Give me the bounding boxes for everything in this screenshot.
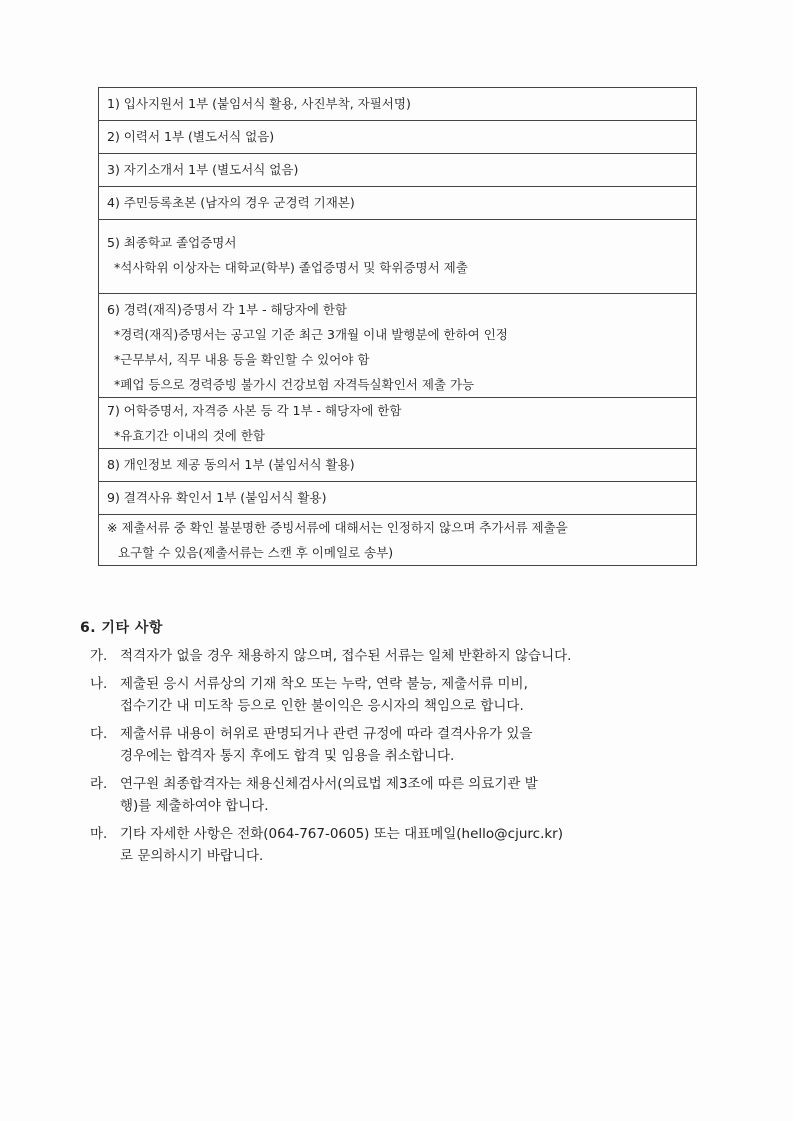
item-marker: 마.	[90, 826, 108, 842]
item-line: 로 문의하시기 바랍니다.	[120, 848, 264, 864]
table-row	[99, 482, 697, 515]
row-text: 6) 경력(재직)증명서 각 1부 - 해당자에 한함	[107, 302, 348, 317]
table-row	[99, 294, 697, 398]
item-marker: 라.	[90, 776, 108, 792]
table-row	[99, 154, 697, 187]
table-cell	[99, 154, 697, 187]
list-item	[80, 645, 720, 667]
table-cell	[99, 187, 697, 220]
table-row	[99, 121, 697, 154]
table-footnote: ※ 제출서류 중 확인 불분명한 증빙서류에 대해서는 인정하지 않으며 추가서류 제출을	[107, 520, 568, 535]
table-row	[99, 88, 697, 121]
table-row	[99, 187, 697, 220]
table-cell	[99, 398, 697, 449]
item-text	[120, 673, 720, 717]
row-text: 7) 어학증명서, 자격증 사본 등 각 1부 - 해당자에 한함	[107, 403, 402, 418]
row-text: 4) 주민등록초본 (남자의 경우 군경력 기재본)	[107, 195, 355, 210]
table-row	[99, 515, 697, 566]
item-marker: 다.	[90, 726, 108, 742]
table-footnote: 요구할 수 있음(제출서류는 스캔 후 이메일로 송부)	[118, 545, 394, 560]
item-line: 제출서류 내용이 허위로 판명되거나 관련 규정에 따라 결격사유가 있을	[120, 726, 533, 742]
list-item	[80, 673, 720, 717]
table-row	[99, 398, 697, 449]
item-line: 접수기간 내 미도착 등으로 인한 불이익은 응시자의 책임으로 합니다.	[120, 698, 524, 714]
row-text: 5) 최종학교 졸업증명서	[107, 235, 237, 250]
item-line: 경우에는 합격자 통지 후에도 합격 및 임용을 취소합니다.	[120, 748, 455, 764]
row-note: *경력(재직)증명서는 공고일 기준 최근 3개월 이내 발행분에 한하여 인정	[114, 327, 508, 342]
item-line: 제출된 응시 서류상의 기재 착오 또는 누락, 연락 불능, 제출서류 미비,	[120, 676, 528, 692]
row-note: *석사학위 이상자는 대학교(학부) 졸업증명서 및 학위증명서 제출	[114, 260, 468, 275]
item-line: 적격자가 없을 경우 채용하지 않으며, 접수된 서류는 일체 반환하지 않습니다.	[120, 648, 572, 664]
row-note: *유효기간 이내의 것에 한함	[114, 428, 265, 443]
item-marker: 가.	[90, 648, 108, 664]
row-text: 2) 이력서 1부 (별도서식 없음)	[107, 129, 275, 144]
row-note: *폐업 등으로 경력증빙 불가시 건강보험 자격득실확인서 제출 가능	[114, 377, 475, 392]
section-title: 6. 기타 사항	[80, 620, 163, 636]
row-text: 3) 자기소개서 1부 (별도서식 없음)	[107, 162, 299, 177]
row-note: *근무부서, 직무 내용 등을 확인할 수 있어야 함	[114, 352, 370, 367]
item-line: 행)를 제출하여야 합니다.	[120, 798, 269, 814]
table-row	[99, 220, 697, 294]
item-line: 연구원 최종합격자는 채용신체검사서(의료법 제3조에 따른 의료기관 발	[120, 776, 538, 792]
item-line: 기타 자세한 사항은 전화(064-767-0605) 또는 대표메일(hello@cjurc.kr)	[120, 826, 564, 842]
item-text	[120, 645, 720, 667]
list-item	[80, 723, 720, 767]
table-cell	[99, 449, 697, 482]
item-text	[120, 773, 720, 817]
item-marker: 나.	[90, 676, 108, 692]
section-other-matters	[80, 617, 720, 873]
required-documents-table	[98, 87, 697, 566]
table-cell	[99, 220, 697, 294]
table-cell	[99, 121, 697, 154]
row-text: 8) 개인정보 제공 동의서 1부 (붙임서식 활용)	[107, 457, 355, 472]
table-cell	[99, 482, 697, 515]
table-cell	[99, 294, 697, 398]
list-item	[80, 823, 720, 867]
item-text	[120, 823, 720, 867]
row-text: 9) 결격사유 확인서 1부 (붙임서식 활용)	[107, 490, 327, 505]
table-cell	[99, 88, 697, 121]
item-text	[120, 723, 720, 767]
list-item	[80, 773, 720, 817]
row-text: 1) 입사지원서 1부 (붙임서식 활용, 사진부착, 자필서명)	[107, 96, 411, 111]
table-row	[99, 449, 697, 482]
table-cell	[99, 515, 697, 566]
